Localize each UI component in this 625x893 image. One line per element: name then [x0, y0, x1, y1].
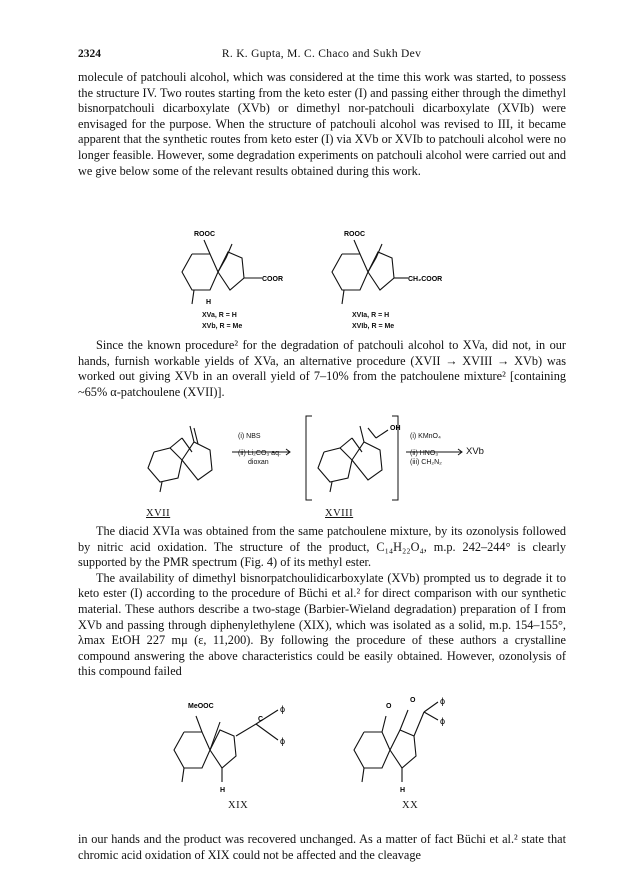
structure-xvii	[148, 426, 212, 492]
running-header	[78, 48, 565, 64]
paragraph-4: The availability of dimethyl bisnorpatchoulidicarboxylate (XVb) prompted us to degrade it to keto ester (I) according to the procedure of Büchi et al.² for direct comparison with our synthetic material. These authors describe a two-stage (Barbier-Wieland degradation) preparation of I from XVb and passing through diphenylethylene (XIX), which was isolated as a solid, m.p. 154–155°, λmax EtOH 227 mμ (ε, 11,200). By following the procedure of these authors a crystalline compound answering the above characteristics could be easily obtained. However, ozonolysis of this compound failed	[78, 570, 566, 679]
reagent-2-i: (i) KMnO₄	[410, 433, 441, 440]
paragraph-5: in our hands and the product was recovered unchanged. As a matter of fact Büchi et al.² state that chromic acid oxidation of XIX could not be affected and the cleavage	[78, 832, 566, 862]
reagent-1-i: (i) NBS	[238, 433, 261, 440]
label-xvib: XVIb, R = Me	[352, 323, 395, 330]
label-xix: XIX	[228, 800, 249, 811]
bracket-left	[306, 416, 312, 500]
structure-xvi	[332, 240, 408, 304]
structure-xviii	[318, 426, 388, 492]
running-authors: R. K. Gupta, M. C. Chaco and Sukh Dev	[221, 48, 422, 60]
paragraph-3-4-block	[78, 524, 566, 680]
reagent-2-iii: (iii) CH₂N₂	[410, 459, 442, 466]
paragraph-3: The diacid XVIa was obtained from the same patchoulene mixture, by its ozonolysis followed by nitric acid oxidation. The structure of the product, C₁₄H₂₂O₄, m.p. 242–244° is clearly supported by the PMR spectrum (Fig. 4) of its methyl ester.	[78, 524, 566, 570]
xx-oxygen-1: O	[386, 703, 392, 710]
reagent-1-ii: (ii) Li₂CO₃ aq.	[238, 450, 281, 457]
product-xvb: XVb	[466, 446, 484, 457]
xv-substituent-right: COOR	[262, 276, 283, 283]
paragraph-5-block	[78, 832, 566, 863]
xx-oxygen-2: O	[410, 697, 416, 704]
paragraph-1: molecule of patchouli alcohol, which was considered at the time this work was started, to possess the structure IV. Two routes starting from the keto ester (I) and passing either through the dimethyl bisnorpatchouli dicarboxylate (XVb) or dimethyl nor-patchouli dicarboxylate (XVIb) were envisaged for the purpose. When the structure of patchouli alcohol was revised to III, it became apparent that the synthetic routes from keto ester (I) via XVb or XVIb to patchouli alcohol were no longer feasible. However, some degradation experiments on patchouli alcohol were carried out and we give below some of the relevant results obtained during this work.	[78, 70, 566, 178]
xix-phenyl-1: ϕ	[280, 704, 286, 714]
xix-meooc: MeOOC	[188, 703, 214, 710]
reagent-2-ii: (ii) HNO₃	[410, 450, 439, 457]
structure-xx	[354, 702, 438, 782]
xx-phenyl-2: ϕ	[440, 716, 446, 726]
xix-carbon: C	[258, 716, 264, 723]
scheme-xix-xx	[160, 688, 490, 798]
paragraph-2-block	[78, 338, 566, 400]
scheme-xvii-xviii	[140, 412, 500, 506]
xv-substituent-top: ROOC	[194, 231, 215, 238]
label-xvia: XVIa, R = H	[352, 312, 390, 319]
reagents-step-2	[410, 432, 442, 467]
xix-hydrogen: H	[220, 787, 226, 794]
structure-xv	[182, 240, 262, 304]
xix-phenyl-2: ϕ	[280, 736, 286, 746]
xvi-substituent-top: ROOC	[344, 231, 365, 238]
xv-hydrogen: H	[206, 299, 212, 306]
xx-phenyl-1: ϕ	[440, 696, 446, 706]
xvi-substituent-right: CH₂COOR	[408, 276, 443, 283]
label-xviii: XVIII	[325, 508, 354, 519]
xx-hydrogen: H	[400, 787, 406, 794]
label-xvii: XVII	[146, 508, 171, 519]
reagents-step-1	[238, 432, 281, 467]
paragraph-2: Since the known procedure² for the degradation of patchouli alcohol to XVa, did not, in our hands, furnish workable yields of XVa, an alternative procedure (XVII → XVIII → XVb) was worked out giving XVb in an overall yield of 7–10% from the patchoulene mixture² [containing ~65% α-patchoulene (XVII)].	[78, 338, 566, 399]
label-xvb: XVb, R = Me	[202, 323, 243, 330]
oh-group-label: OH	[390, 425, 401, 432]
label-xva: XVa, R = H	[202, 312, 237, 319]
page-number: 2324	[78, 48, 101, 60]
reagent-1-iii: dioxan	[248, 459, 269, 466]
label-xx: XX	[402, 800, 419, 811]
paragraph-1-block	[78, 70, 566, 179]
